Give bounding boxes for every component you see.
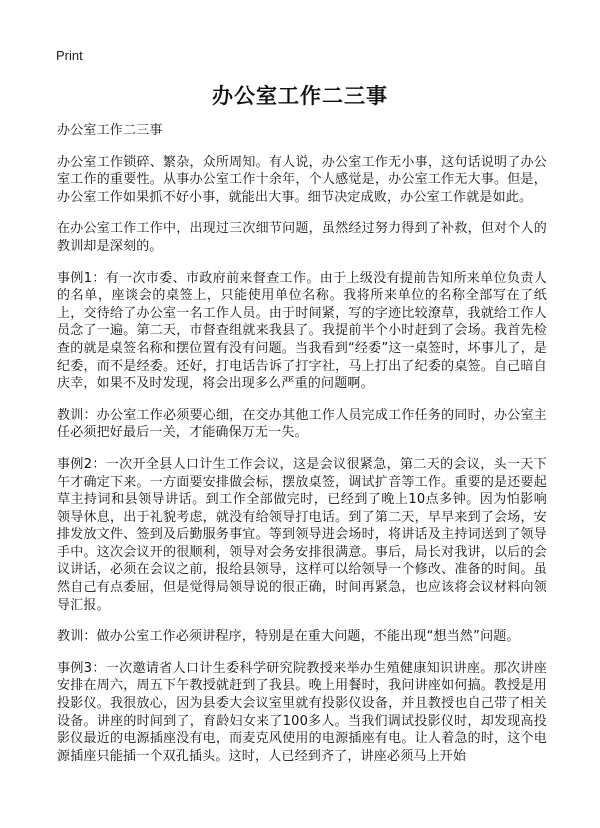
- page-title: 办公室工作二三事: [212, 84, 388, 108]
- paragraph-example-2: 事例2：一次开全县人口计生工作会议，这是会议很紧急，第二天的会议，头一天下午才确定下来。一方面要安排做会标，摆放桌签，调试扩音等工作。重要的是还要起草主持词和县领导讲话。到工作全部做完时，已经到了晚上10点多钟。因为怕影响领导休息，出于礼貌考虑，就没有给领导打电话。到了第二天，早早来到了会场，安排发放文件、签到及后勤服务事宜。等到领导进会场时，将讲话及主持词送到了领导手中。这次会议开的很顺利，领导对会务安排很满意。事后，局长对我讲，以后的会议讲话，必须在会议之前，报给县领导，这样可以给领导一个修改、准备的时间。虽然自己有点委屈，但是觉得局领导说的很正确，时间再紧急，也应该将会议材料向领导汇报。: [57, 456, 547, 613]
- article-body: [57, 122, 547, 779]
- paragraph-example-3: 事例3：一次邀请省人口计生委科学研究院教授来举办生殖健康知识讲座。那次讲座安排在周六，周五下午教授就赶到了我县。晚上用餐时，我问讲座如何搞。教授是用投影仪。我很放心，因为县委大会议室里就有投影仪设备，并且教授也自己带了相关设备。讲座的时间到了，育龄妇女来了100多人。当我们调试投影仪时，却发现高投影仪最近的电源插座没有电，而麦克风使用的电源插座有电。让人着急的时，这个电源插座只能插一个双孔插头。这时，人已经到齐了，讲座必须马上开始: [57, 660, 547, 764]
- paragraph-example-1: 事例1：有一次市委、市政府前来督查工作。由于上级没有提前告知所来单位负责人的名单，座谈会的桌签上，只能使用单位名称。我将所来单位的名称全部写在了纸上，交待给了办公室一名工作人员。由于时间紧，写的字迹比较潦草，我就给工作人员念了一遍。第二天，市督查组就来我县了。我提前半个小时赶到了会场。我首先检查的就是桌签名称和摆位置有没有问题。当我看到“经委”这一桌签时，坏事儿了，是纪委，而不是经委。还好，打电话告诉了打字社，马上打出了纪委的桌签。自己暗自庆幸，如果不及时发现，将会出现多么严重的问题啊。: [57, 270, 547, 392]
- paragraph-intro: 办公室工作锁碎、繁杂，众所周知。有人说，办公室工作无小事，这句话说明了办公室工作的重要性。从事办公室工作十余年，个人感觉是，办公室工作无大事。但是，办公室工作如果抓不好小事，就能出大事。细节决定成败，办公室工作就是如此。: [57, 154, 547, 205]
- paragraph-lesson-1: 教训：办公室工作必须要心细，在交办其他工作人员完成工作任务的同时，办公室主任必须把好最后一关，才能确保万无一失。: [57, 407, 547, 441]
- paragraph-overview: 在办公室工作工作中，出现过三次细节问题，虽然经过努力得到了补救，但对个人的教训却是深刻的。: [57, 221, 547, 254]
- article-subtitle: 办公室工作二三事: [57, 123, 163, 138]
- print-link[interactable]: Print: [56, 48, 83, 63]
- paragraph-lesson-2: 教训：做办公室工作必须讲程序，特别是在重大问题，不能出现“想当然”问题。: [57, 629, 520, 645]
